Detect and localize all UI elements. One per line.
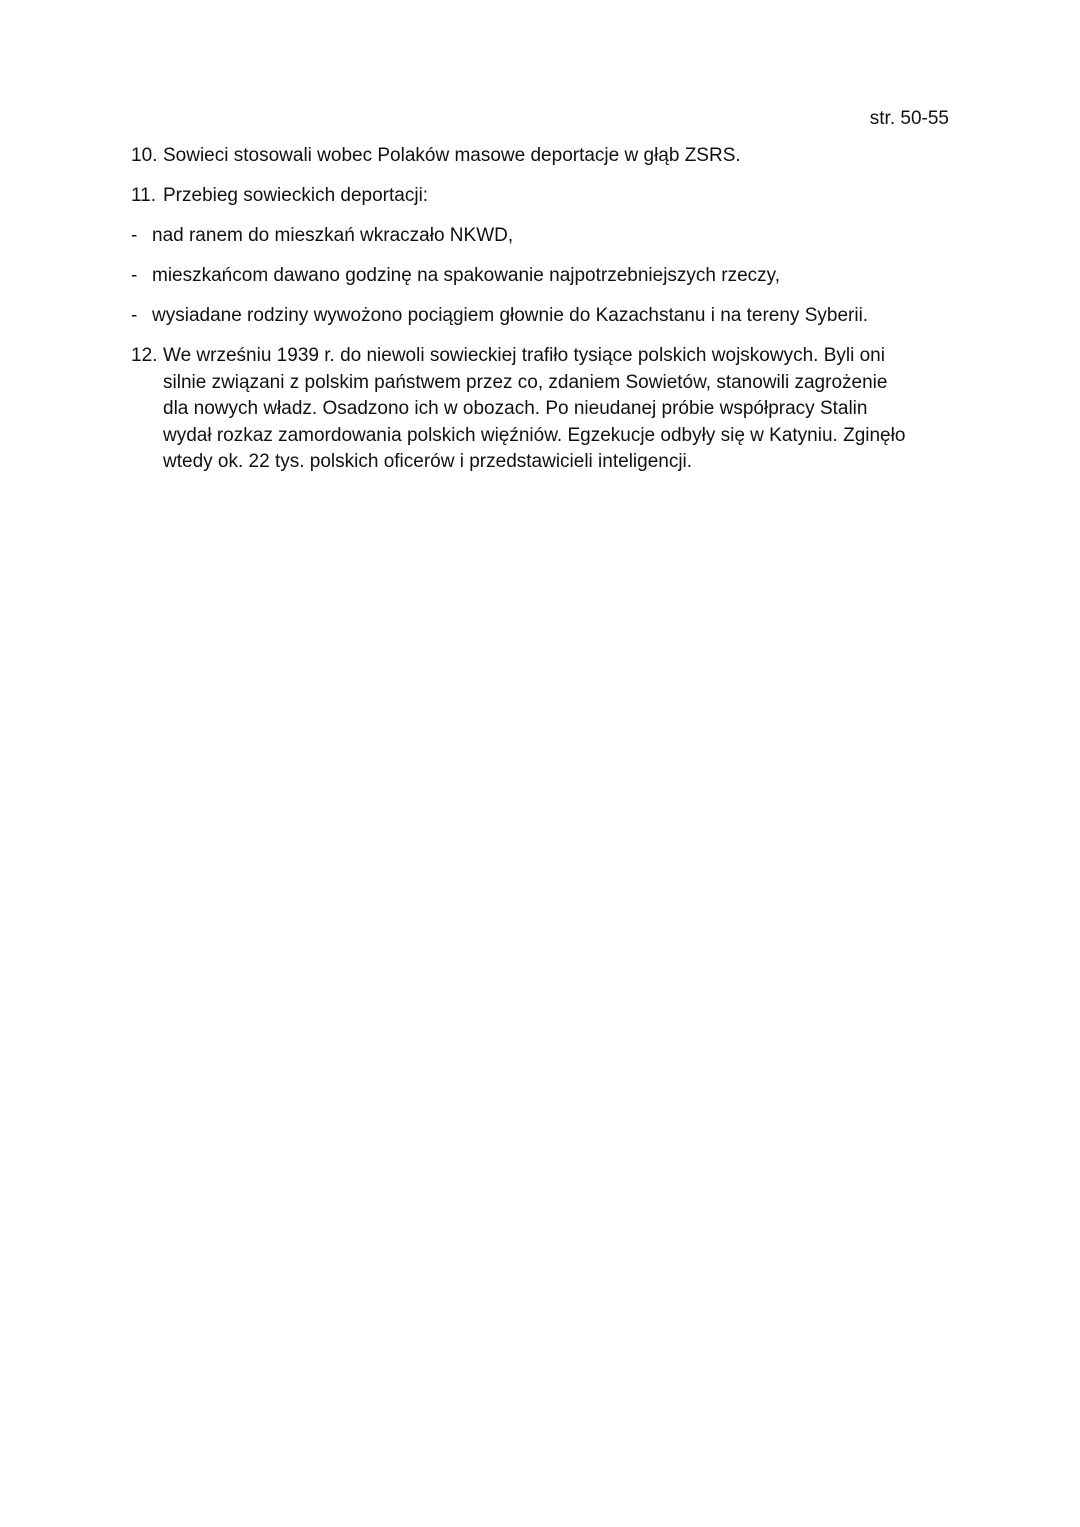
page-reference: str. 50-55 (869, 108, 949, 129)
item-number: 12. (131, 345, 158, 366)
bullet-text: nad ranem do mieszkań wkraczało NKWD, (152, 225, 514, 246)
item-text: Przebieg sowieckich deportacji: (163, 185, 429, 206)
bullet-dash: - (131, 305, 138, 326)
bullet-dash: - (131, 225, 138, 246)
bullet-text: wysiadane rodziny wywożono pociągiem głownie do Kazachstanu i na tereny Syberii. (152, 305, 869, 326)
item-paragraph (163, 343, 961, 476)
note-item-10 (131, 143, 961, 169)
paragraph-line: wydał rozkaz zamordowania polskich więźniów. Egzekucje odbyły się w Katyniu. Zginęło (163, 424, 906, 446)
item-number: 11. (131, 185, 157, 206)
paragraph-line: dla nowych władz. Osadzono ich w obozach. Po nieudanej próbie współpracy Stalin (163, 398, 868, 419)
list-item (131, 223, 961, 249)
paragraph-line: We wrześniu 1939 r. do niewoli sowieckiej trafiło tysiące polskich wojskowych. Byli oni (163, 345, 885, 366)
paragraph-line: wtedy ok. 22 tys. polskich oficerów i przedstawicieli inteligencji. (163, 451, 693, 472)
note-item-11 (131, 183, 961, 209)
paragraph-line: silnie związani z polskim państwem przez co, zdaniem Sowietów, stanowili zagrożenie (163, 371, 888, 393)
bullet-text: mieszkańcom dawano godzinę na spakowanie najpotrzebniejszych rzeczy, (152, 265, 781, 286)
list-item (131, 263, 961, 289)
item-number: 10. (131, 145, 158, 166)
list-item (131, 303, 961, 329)
note-item-12 (131, 343, 961, 476)
notes-content (131, 143, 961, 476)
bullet-dash: - (131, 265, 138, 286)
deportation-steps-list (131, 223, 961, 329)
item-text: Sowieci stosowali wobec Polaków masowe deportacje w głąb ZSRS. (163, 145, 741, 166)
